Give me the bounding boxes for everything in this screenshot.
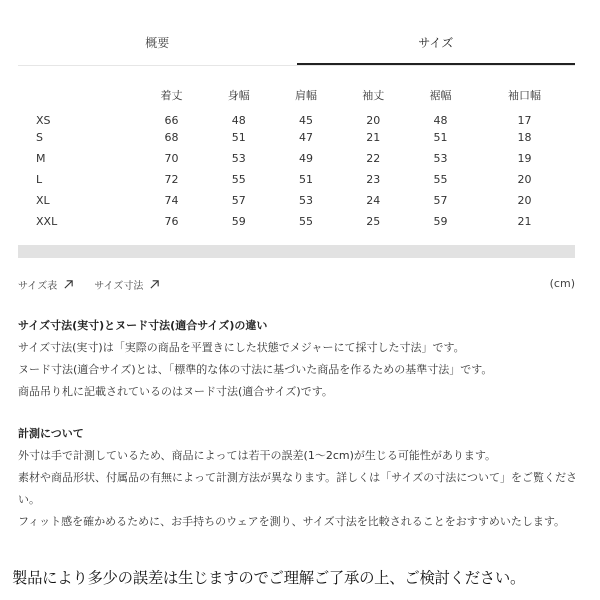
external-arrow-icon <box>149 279 160 290</box>
table-cell: 55 <box>433 173 448 186</box>
section-heading: サイズ寸法(実寸)とヌード寸法(適合サイズ)の違い <box>18 319 268 332</box>
table-cell: 20 <box>366 114 381 127</box>
section-text: ヌード寸法(適合サイズ)とは、「標準的な体の寸法に基づいた商品を作るための基準寸法」です。 <box>18 363 493 376</box>
table-header-corner <box>18 84 138 106</box>
table-row <box>18 106 575 127</box>
tab-bar <box>18 24 575 66</box>
table-header-cell: 着丈 <box>160 89 183 102</box>
size-measure-link-label: サイズ寸法 <box>94 281 144 292</box>
section-text: サイズ寸法(実寸)は「実際の商品を平置きにした状態でメジャーにて採寸した寸法」です。 <box>18 341 465 354</box>
table-cell: 49 <box>298 152 313 165</box>
size-label: XXL <box>36 215 58 228</box>
table-header-cell: 肩幅 <box>294 89 317 102</box>
table-row <box>18 211 575 232</box>
table-cell: 22 <box>366 152 381 165</box>
table-cell: 18 <box>517 131 532 144</box>
size-label: L <box>36 173 43 186</box>
table-cell: 25 <box>366 215 381 228</box>
table-cell: 70 <box>164 152 179 165</box>
table-cell: 57 <box>231 194 246 207</box>
table-cell: 74 <box>164 194 179 207</box>
table-cell: 48 <box>231 114 246 127</box>
size-table-link[interactable] <box>18 277 74 292</box>
size-label: S <box>36 131 43 144</box>
table-cell: 47 <box>298 131 313 144</box>
table-row <box>18 190 575 211</box>
table-header-cell: 袖丈 <box>362 89 385 102</box>
table-cell: 20 <box>517 173 532 186</box>
table-cell: 21 <box>366 131 381 144</box>
section-text: 外寸は手で計測しているため、商品によっては若干の誤差(1〜2cm)が生じる可能性があります。 <box>18 449 497 462</box>
table-cell: 45 <box>298 114 313 127</box>
section-text: 素材や商品形状、付属品の有無によって計測方法が異なります。詳しくは「サイズの寸法について」をご覧ください。 <box>18 471 578 506</box>
table-row <box>18 127 575 148</box>
table-cell: 76 <box>164 215 179 228</box>
table-cell: 53 <box>231 152 246 165</box>
table-cell: 59 <box>231 215 246 228</box>
table-row <box>18 148 575 169</box>
section-text: 商品吊り札に記載されているのはヌード寸法(適合サイズ)です。 <box>18 385 333 398</box>
table-cell: 68 <box>164 131 179 144</box>
table-cell: 24 <box>366 194 381 207</box>
table-cell: 17 <box>517 114 532 127</box>
table-cell: 21 <box>517 215 532 228</box>
table-cell: 51 <box>298 173 313 186</box>
table-header-cell: 身幅 <box>227 89 250 102</box>
table-cell: 55 <box>298 215 313 228</box>
tab-size[interactable]: サイズ <box>297 24 576 65</box>
size-links <box>18 277 160 292</box>
external-arrow-icon <box>63 279 74 290</box>
unit-label: (cm) <box>549 277 575 290</box>
size-label: XS <box>36 114 51 127</box>
table-cell: 53 <box>298 194 313 207</box>
size-table-link-label: サイズ表 <box>18 281 58 292</box>
table-cell: 51 <box>231 131 246 144</box>
table-cell: 23 <box>366 173 381 186</box>
table-header-cell: 袖口幅 <box>508 89 542 102</box>
table-cell: 59 <box>433 215 448 228</box>
table-cell: 19 <box>517 152 532 165</box>
size-label: M <box>36 152 46 165</box>
section-heading: 計測について <box>18 427 84 440</box>
size-difference-section <box>18 315 578 403</box>
disclaimer-footer: 製品により多少の誤差は生じますのでご理解ご了承の上、ご検討ください。 <box>12 569 526 587</box>
section-text: フィット感を確かめるために、お手持ちのウェアを測り、サイズ寸法を比較されることをおすすめいたします。 <box>18 515 566 528</box>
table-cell: 53 <box>433 152 448 165</box>
horizontal-scrollbar[interactable] <box>18 245 575 258</box>
table-cell: 72 <box>164 173 179 186</box>
table-header-row <box>18 84 575 106</box>
tab-overview[interactable]: 概要 <box>145 36 170 50</box>
size-label: XL <box>36 194 50 207</box>
size-table <box>18 84 575 232</box>
size-measure-link[interactable] <box>94 277 160 292</box>
table-row <box>18 169 575 190</box>
table-cell: 57 <box>433 194 448 207</box>
table-cell: 55 <box>231 173 246 186</box>
table-cell: 48 <box>433 114 448 127</box>
measurement-section <box>18 423 578 533</box>
table-cell: 20 <box>517 194 532 207</box>
table-header-cell: 裾幅 <box>429 89 452 102</box>
table-cell: 51 <box>433 131 448 144</box>
table-cell: 66 <box>164 114 179 127</box>
